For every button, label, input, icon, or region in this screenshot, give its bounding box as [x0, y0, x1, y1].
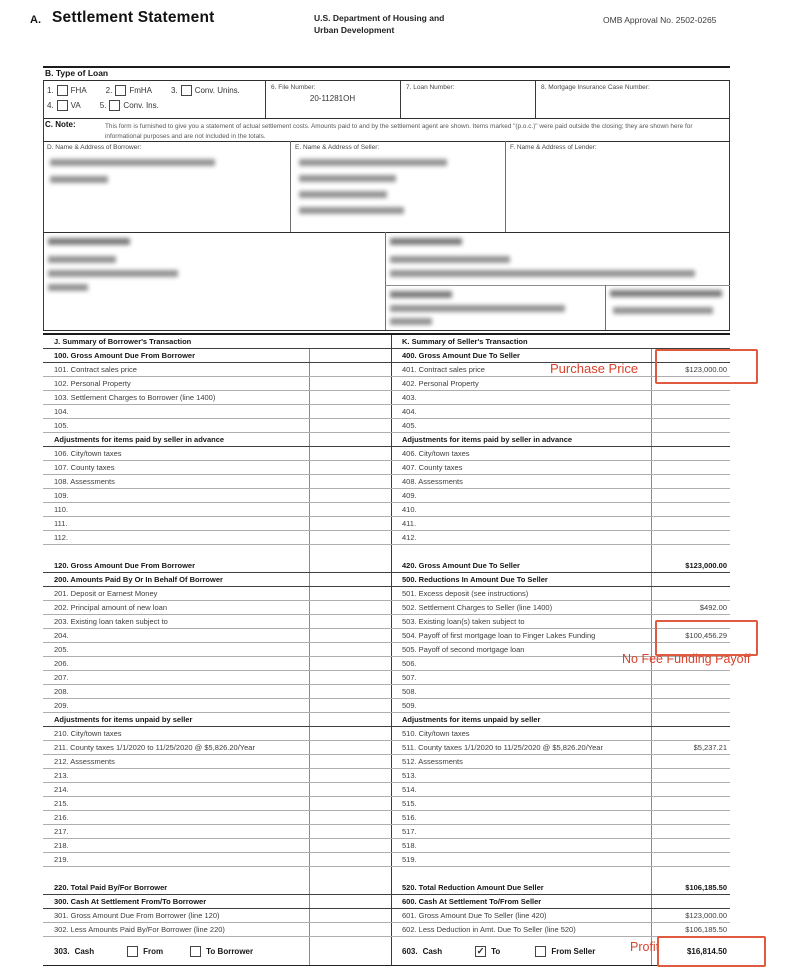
checkbox-cash-to-seller-checked[interactable] — [475, 946, 486, 957]
cash-settlement-row — [43, 937, 730, 965]
left-line-label: 301. Gross Amount Due From Borrower (line 120) — [43, 909, 310, 922]
left-line-label: 112. — [43, 531, 310, 544]
left-line-amount — [310, 825, 392, 838]
table-row — [43, 475, 730, 489]
left-line-amount — [310, 643, 392, 656]
left-line-label: 105. — [43, 419, 310, 432]
checkbox-cash-from-seller[interactable] — [535, 946, 546, 957]
checkbox-unchecked[interactable] — [181, 85, 192, 96]
left-line-label: 104. — [43, 405, 310, 418]
left-line-label: 111. — [43, 517, 310, 530]
table-row — [43, 587, 730, 601]
right-line-label: 403. — [392, 391, 652, 404]
right-line-amount — [652, 447, 730, 460]
redacted-property-location-label — [48, 238, 130, 245]
right-line-label: 511. County taxes 1/1/2020 to 11/25/2020 @ $5,826.20/Year — [392, 741, 652, 754]
left-line-label: Adjustments for items unpaid by seller — [43, 713, 310, 726]
redacted-settlement-agent-label — [390, 238, 462, 245]
agency-name — [314, 13, 444, 37]
right-line-label: 402. Personal Property — [392, 377, 652, 390]
redacted-property-location — [48, 256, 116, 263]
right-line-amount — [652, 797, 730, 810]
table-row — [43, 713, 730, 727]
right-line-label: 515. — [392, 797, 652, 810]
right-line-label: Adjustments for items unpaid by seller — [392, 713, 652, 726]
right-line-amount — [652, 419, 730, 432]
checkbox-cash-from-borrower[interactable] — [127, 946, 138, 957]
table-row — [43, 685, 730, 699]
right-line-amount — [652, 531, 730, 544]
left-line-label: 102. Personal Property — [43, 377, 310, 390]
right-line-amount — [652, 811, 730, 824]
table-row — [43, 769, 730, 783]
checkbox-cash-to-borrower[interactable] — [190, 946, 201, 957]
left-line-amount — [310, 783, 392, 796]
right-line-label: 600. Cash At Settlement To/From Seller — [392, 895, 652, 908]
left-line-label: 210. City/town taxes — [43, 727, 310, 740]
right-line-amount: $106,185.50 — [685, 925, 727, 934]
left-line-label: 220. Total Paid By/For Borrower — [43, 867, 310, 894]
redacted-property-location — [48, 270, 178, 277]
right-line-amount — [652, 755, 730, 768]
cash-borrower-cell — [43, 937, 310, 965]
line-303-label: Cash — [74, 946, 95, 956]
left-line-amount — [310, 531, 392, 544]
left-line-amount — [310, 349, 392, 362]
right-line-label: 401. Contract sales price — [392, 363, 652, 376]
cash-to-borrower-label: To Borrower — [206, 946, 254, 956]
right-line-amount — [652, 769, 730, 782]
left-line-amount — [310, 573, 392, 586]
left-line-label: 219. — [43, 853, 310, 866]
left-line-amount — [310, 867, 392, 894]
left-line-amount — [310, 517, 392, 530]
cash-from-seller-label: From Seller — [551, 946, 596, 956]
left-line-amount — [310, 475, 392, 488]
seller-label: E. Name & Address of Seller: — [295, 144, 380, 151]
left-line-amount — [310, 629, 392, 642]
form-left-border — [43, 81, 44, 330]
right-line-amount — [652, 461, 730, 474]
left-line-label: 100. Gross Amount Due From Borrower — [43, 349, 310, 362]
agency-line-2: Urban Development — [314, 24, 395, 35]
right-line-amount — [652, 433, 730, 446]
left-line-amount — [310, 419, 392, 432]
table-row — [43, 629, 730, 643]
left-line-label: 110. — [43, 503, 310, 516]
left-line-amount — [310, 545, 392, 572]
right-line-amount — [652, 783, 730, 796]
right-line-amount — [652, 727, 730, 740]
left-line-label: 106. City/town taxes — [43, 447, 310, 460]
loan-type-option — [106, 85, 152, 96]
loan-type-row-2 — [47, 100, 159, 111]
left-line-label: 202. Principal amount of new loan — [43, 601, 310, 614]
redacted-settlement-date — [613, 307, 713, 314]
left-line-label: 217. — [43, 825, 310, 838]
note-text: This form is furnished to give you a statement of actual settlement costs. Amounts paid to and by the settlement agent are shown. Items marked "(p.o.c.)" were paid outside the closing; they are shown here for informational purposes and are not included in the totals. — [105, 123, 693, 141]
table-row — [43, 923, 730, 937]
right-line-label: 408. Assessments — [392, 475, 652, 488]
checkbox-unchecked[interactable] — [115, 85, 126, 96]
option-label: Conv. Ins. — [123, 101, 159, 110]
left-line-amount — [310, 797, 392, 810]
left-line-label: 205. — [43, 643, 310, 656]
left-line-label: 218. — [43, 839, 310, 852]
rule — [385, 285, 730, 286]
left-line-label: 209. — [43, 699, 310, 712]
left-line-amount — [310, 363, 392, 376]
omb-approval-number: OMB Approval No. 2502-0265 — [603, 15, 717, 25]
divider — [535, 81, 536, 118]
right-line-label: 512. Assessments — [392, 755, 652, 768]
redacted-borrower-name — [50, 159, 215, 166]
page-title: Settlement Statement — [52, 9, 215, 26]
cash-to-label: To — [491, 946, 501, 956]
right-line-amount — [652, 713, 730, 726]
table-row — [43, 517, 730, 531]
right-line-amount: $123,000.00 — [685, 561, 727, 570]
left-line-amount — [310, 391, 392, 404]
table-row — [43, 489, 730, 503]
line-303-number: 303. — [54, 946, 70, 956]
table-row — [43, 545, 730, 573]
left-line-amount — [310, 503, 392, 516]
summary-rows — [43, 349, 730, 937]
option-label: FHA — [70, 86, 87, 95]
right-line-label: 502. Settlement Charges to Seller (line 1400) — [392, 601, 652, 614]
right-line-label: 508. — [392, 685, 652, 698]
right-line-amount: $123,000.00 — [685, 365, 727, 374]
right-line-label: 516. — [392, 811, 652, 824]
table-row — [43, 503, 730, 517]
left-line-label: 203. Existing loan taken subject to — [43, 615, 310, 628]
right-line-label: 513. — [392, 769, 652, 782]
left-line-amount — [310, 755, 392, 768]
right-line-amount — [652, 475, 730, 488]
right-line-label: 505. Payoff of second mortgage loan — [392, 643, 652, 656]
divider — [605, 285, 606, 330]
lender-label: F. Name & Address of Lender: — [510, 144, 597, 151]
right-line-amount — [652, 405, 730, 418]
table-row — [43, 825, 730, 839]
divider — [400, 81, 401, 118]
section-b-top-rule — [43, 66, 730, 68]
right-line-label: Adjustments for items paid by seller in advance — [392, 433, 652, 446]
right-line-amount — [652, 853, 730, 866]
table-row — [43, 895, 730, 909]
section-a-letter: A. — [30, 14, 41, 26]
rule — [43, 118, 730, 119]
cash-seller-amount: $16,814.50 — [686, 946, 727, 956]
rule — [43, 141, 730, 142]
loan-number-label: 7. Loan Number: — [406, 84, 455, 91]
payoff-annotation: No Fee Funding Payoff — [622, 652, 751, 666]
right-line-label: 406. City/town taxes — [392, 447, 652, 460]
left-line-label: 214. — [43, 783, 310, 796]
right-line-amount — [652, 503, 730, 516]
table-row — [43, 839, 730, 853]
left-line-amount — [310, 489, 392, 502]
left-line-amount — [310, 811, 392, 824]
left-line-label: 213. — [43, 769, 310, 782]
line-603-label: Cash — [422, 946, 443, 956]
purchase-price-annotation: Purchase Price — [550, 361, 639, 376]
redacted-seller-address — [299, 207, 404, 214]
right-line-label: 509. — [392, 699, 652, 712]
right-line-amount — [652, 839, 730, 852]
redacted-settlement-agent — [390, 270, 695, 277]
left-line-amount — [310, 769, 392, 782]
right-line-amount — [652, 573, 730, 586]
option-number: 5. — [99, 101, 107, 110]
option-label: VA — [70, 101, 81, 110]
table-row — [43, 601, 730, 615]
right-line-label: 519. — [392, 853, 652, 866]
redacted-seller-name — [299, 159, 447, 166]
left-line-amount — [310, 839, 392, 852]
highlight-box-payoff — [655, 620, 758, 656]
right-line-label: 410. — [392, 503, 652, 516]
case-number-label: 8. Mortgage Insurance Case Number: — [541, 84, 650, 91]
table-row — [43, 783, 730, 797]
left-line-label: 107. County taxes — [43, 461, 310, 474]
highlight-box-profit — [657, 936, 766, 967]
table-row — [43, 727, 730, 741]
checkbox-unchecked[interactable] — [57, 100, 68, 111]
left-line-label: 208. — [43, 685, 310, 698]
right-line-label: 411. — [392, 517, 652, 530]
loan-type-option — [47, 100, 81, 111]
redacted-property-location — [48, 284, 88, 291]
table-row — [43, 447, 730, 461]
left-line-label: 212. Assessments — [43, 755, 310, 768]
right-line-amount — [652, 671, 730, 684]
right-line-amount: $106,185.50 — [685, 883, 727, 892]
table-row — [43, 671, 730, 685]
left-line-label: 120. Gross Amount Due From Borrower — [43, 545, 310, 572]
left-line-amount — [310, 447, 392, 460]
file-number-value: 20-11281OH — [309, 94, 356, 103]
left-line-label: 109. — [43, 489, 310, 502]
right-line-label: 405. — [392, 419, 652, 432]
checkbox-unchecked[interactable] — [57, 85, 68, 96]
loan-type-option — [100, 100, 159, 111]
table-row — [43, 419, 730, 433]
right-line-label: 520. Total Reduction Amount Due Seller — [392, 867, 652, 894]
left-line-label: 101. Contract sales price — [43, 363, 310, 376]
right-line-label: 601. Gross Amount Due To Seller (line 420) — [392, 909, 652, 922]
left-line-label: 302. Less Amounts Paid By/For Borrower (line 220) — [43, 923, 310, 936]
left-line-amount — [310, 377, 392, 390]
left-line-amount — [310, 909, 392, 922]
right-line-label: 501. Excess deposit (see instructions) — [392, 587, 652, 600]
redacted-settlement-agent — [390, 256, 510, 263]
table-row — [43, 391, 730, 405]
seller-summary-title: K. Summary of Seller's Transaction — [402, 337, 528, 346]
summary-table — [43, 333, 730, 966]
table-row — [43, 573, 730, 587]
left-line-label: Adjustments for items paid by seller in advance — [43, 433, 310, 446]
left-line-amount — [310, 671, 392, 684]
check-mark-icon: ✓ — [476, 945, 485, 957]
right-line-label: 407. County taxes — [392, 461, 652, 474]
redacted-place-of-settlement — [390, 305, 565, 312]
highlight-box-contract-price — [655, 349, 758, 384]
right-line-label: 500. Reductions In Amount Due To Seller — [392, 573, 652, 586]
right-line-label: 518. — [392, 839, 652, 852]
left-line-amount — [310, 713, 392, 726]
right-line-label: 400. Gross Amount Due To Seller — [392, 349, 652, 362]
agency-line-1: U.S. Department of Housing and — [314, 13, 445, 23]
left-line-label: 216. — [43, 811, 310, 824]
line-603-number: 603. — [402, 946, 418, 956]
right-line-label: 506. — [392, 657, 652, 670]
left-line-amount — [310, 461, 392, 474]
rule — [43, 330, 730, 331]
left-line-label: 207. — [43, 671, 310, 684]
divider — [505, 141, 506, 232]
left-line-label: 204. — [43, 629, 310, 642]
table-row — [43, 741, 730, 755]
left-line-amount — [310, 741, 392, 754]
table-row — [43, 531, 730, 545]
right-line-label: 602. Less Deduction in Amt. Due To Seller (line 520) — [392, 923, 652, 936]
option-number: 3. — [171, 86, 178, 95]
right-line-amount — [652, 391, 730, 404]
right-line-label: 409. — [392, 489, 652, 502]
option-label: FmHA — [129, 86, 153, 95]
right-line-label: 503. Existing loan(s) taken subject to — [392, 615, 652, 628]
cash-seller-cell — [392, 937, 652, 965]
redacted-seller-address — [299, 175, 396, 182]
right-line-amount: $100,456.29 — [685, 631, 727, 640]
right-line-label: 507. — [392, 671, 652, 684]
right-line-amount — [652, 825, 730, 838]
borrower-label: D. Name & Address of Borrower: — [47, 144, 142, 151]
redacted-place-of-settlement-label — [390, 291, 452, 298]
left-line-label: 200. Amounts Paid By Or In Behalf Of Borrower — [43, 573, 310, 586]
left-line-amount — [310, 433, 392, 446]
table-row — [43, 755, 730, 769]
divider — [290, 141, 291, 232]
right-line-amount — [652, 587, 730, 600]
table-row — [43, 853, 730, 867]
option-number: 2. — [105, 86, 113, 95]
table-row — [43, 797, 730, 811]
note-label: C. Note: — [45, 120, 76, 129]
loan-type-option — [171, 85, 240, 96]
cash-from-label: From — [143, 946, 164, 956]
redacted-seller-address — [299, 191, 387, 198]
right-line-amount: $123,000.00 — [685, 911, 727, 920]
left-line-amount — [310, 587, 392, 600]
right-line-amount — [652, 699, 730, 712]
left-line-amount — [310, 615, 392, 628]
table-row — [43, 433, 730, 447]
right-line-amount — [652, 685, 730, 698]
checkbox-unchecked[interactable] — [109, 100, 120, 111]
right-line-amount: $492.00 — [699, 603, 727, 612]
right-line-label: 504. Payoff of first mortgage loan to Finger Lakes Funding — [392, 629, 652, 642]
left-line-label: 300. Cash At Settlement From/To Borrower — [43, 895, 310, 908]
option-number: 1. — [47, 86, 54, 95]
loan-type-row-1 — [47, 85, 240, 96]
left-line-amount — [310, 601, 392, 614]
left-line-amount — [310, 853, 392, 866]
form-right-border — [729, 81, 730, 330]
table-row — [43, 867, 730, 895]
table-row — [43, 699, 730, 713]
section-b-title: B. Type of Loan — [45, 68, 109, 78]
right-line-label: 510. City/town taxes — [392, 727, 652, 740]
left-line-label: 215. — [43, 797, 310, 810]
table-row — [43, 461, 730, 475]
left-line-label: 103. Settlement Charges to Borrower (line 1400) — [43, 391, 310, 404]
left-line-amount — [310, 727, 392, 740]
redacted-place-of-settlement — [390, 318, 432, 325]
table-row — [43, 377, 730, 391]
table-row — [43, 405, 730, 419]
left-line-amount — [310, 895, 392, 908]
loan-type-option — [47, 85, 87, 96]
option-number: 4. — [47, 101, 54, 110]
table-row — [43, 615, 730, 629]
left-line-amount — [310, 923, 392, 936]
profit-annotation: Profit — [630, 940, 660, 954]
left-line-amount — [310, 657, 392, 670]
redacted-borrower-address — [50, 176, 108, 183]
left-line-label: 206. — [43, 657, 310, 670]
left-line-amount — [310, 685, 392, 698]
right-line-label: 420. Gross Amount Due To Seller — [392, 545, 652, 572]
table-row — [43, 811, 730, 825]
left-line-amount — [310, 405, 392, 418]
rule — [43, 80, 730, 81]
right-line-label: 404. — [392, 405, 652, 418]
right-line-amount: $5,237.21 — [693, 743, 727, 752]
borrower-summary-title: J. Summary of Borrower's Transaction — [43, 335, 392, 348]
right-line-label: 517. — [392, 825, 652, 838]
right-line-amount — [652, 489, 730, 502]
left-line-amount — [310, 699, 392, 712]
option-label: Conv. Unins. — [194, 86, 240, 95]
file-number-label: 6. File Number: — [271, 84, 316, 91]
rule — [43, 232, 730, 233]
left-line-label: 108. Assessments — [43, 475, 310, 488]
cash-borrower-amount — [310, 937, 392, 965]
divider — [385, 232, 386, 330]
right-line-amount — [652, 895, 730, 908]
table-row — [43, 909, 730, 923]
left-line-label: 201. Deposit or Earnest Money — [43, 587, 310, 600]
left-line-label: 211. County taxes 1/1/2020 to 11/25/2020 @ $5,826.20/Year — [43, 741, 310, 754]
right-line-label: 514. — [392, 783, 652, 796]
right-line-amount — [652, 517, 730, 530]
redacted-settlement-date-label — [610, 290, 722, 297]
right-line-label: 412. — [392, 531, 652, 544]
summary-column-headers — [43, 335, 730, 349]
